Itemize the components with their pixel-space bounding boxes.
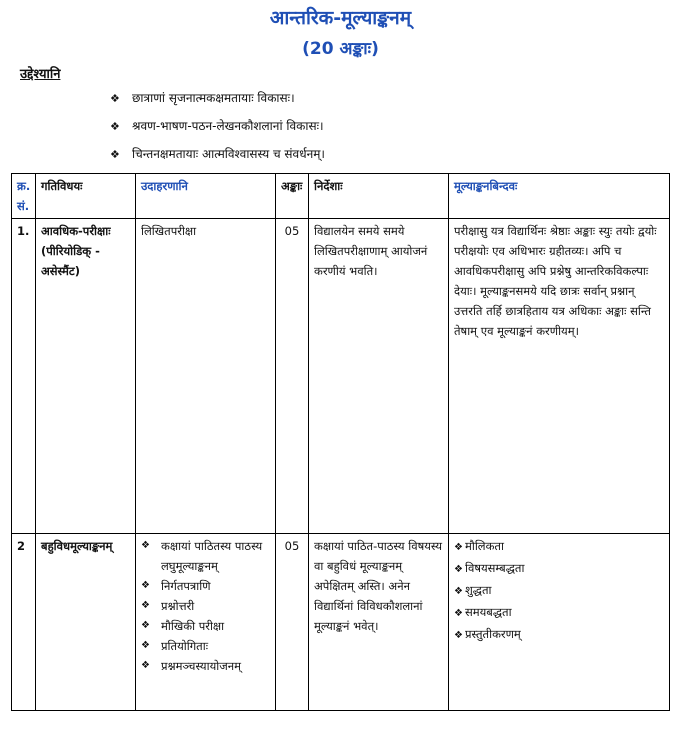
- diamond-bullet-icon: ❖: [141, 580, 150, 591]
- row-examples: [136, 534, 276, 711]
- diamond-bullet-icon: ❖: [110, 148, 120, 161]
- row-directions: विद्यालयेन समये समये लिखितपरीक्षाणाम् आयोजनं करणीयं भवति।: [309, 219, 449, 534]
- objective-item: ❖ छात्राणां सृजनात्मकक्षमतायाः विकासः।: [110, 89, 325, 117]
- table-row: [12, 219, 670, 534]
- header-points: मूल्याङ्कनबिन्दवः: [449, 174, 670, 219]
- diamond-bullet-icon: ❖: [454, 564, 463, 575]
- diamond-bullet-icon: ❖: [141, 600, 150, 611]
- table-header-row: [12, 174, 670, 219]
- row-sn: 1.: [12, 219, 36, 534]
- header-marks: अङ्काः: [276, 174, 309, 219]
- list-item: ❖ प्रश्नोत्तरी: [141, 596, 270, 616]
- header-activity: गतिविधयः: [36, 174, 136, 219]
- list-item: ❖ शुद्धता: [454, 583, 492, 597]
- header-sn: क्र. सं.: [12, 174, 36, 219]
- diamond-bullet-icon: ❖: [141, 620, 150, 631]
- row-points: परीक्षासु यत्र विद्यार्थिनः श्रेष्ठाः अङ्काः स्युः तयोः द्वयोः परीक्षयोः एव अधिभारः ग्रहीतव्यः। अपि च आवधिकपरीक्षासु अपि प्रश्नेषु आन्तरिकविकल्पाः देयाः। मूल्याङ्कनसमये यदि छात्रः सर्वान् प्रश्नान् उत्तरति तर्हि छात्रहिताय यत्र अधिकाः अङ्काः सन्ति तेषाम् एव मूल्याङ्कनं करणीयम्।: [449, 219, 670, 534]
- row-activity: बहुविधमूल्याङ्कनम्: [36, 534, 136, 711]
- row-marks: 05: [276, 534, 309, 711]
- diamond-bullet-icon: ❖: [454, 608, 463, 619]
- row-sn: 2: [12, 534, 36, 711]
- table-row: [12, 534, 670, 711]
- objectives-heading: उद्देश्यानि: [20, 67, 61, 82]
- list-item: ❖ प्रश्नमञ्चस्यायोजनम्: [141, 656, 270, 676]
- diamond-bullet-icon: ❖: [141, 640, 150, 651]
- diamond-bullet-icon: ❖: [454, 586, 463, 597]
- row-marks: 05: [276, 219, 309, 534]
- page-subtitle: (20 अङ्काः): [302, 39, 379, 59]
- diamond-bullet-icon: ❖: [141, 660, 150, 671]
- list-item: ❖ मौलिकता: [454, 539, 504, 553]
- list-item: ❖ निर्गतपत्राणि: [141, 576, 270, 596]
- objectives-list: [110, 89, 325, 173]
- diamond-bullet-icon: ❖: [110, 92, 120, 105]
- page-title: आन्तरिक-मूल्याङ्कनम्: [269, 7, 412, 29]
- list-item: ❖ विषयसम्बद्धता: [454, 561, 525, 575]
- objective-item: ❖ चिन्तनक्षमतायाः आत्मविश्वासस्य च संवर्धनम्।: [110, 145, 325, 173]
- row-examples: लिखितपरीक्षा: [136, 219, 276, 534]
- diamond-bullet-icon: ❖: [110, 120, 120, 133]
- row-points: [449, 534, 670, 711]
- list-item: ❖ प्रतियोगिताः: [141, 636, 270, 656]
- assessment-table: [11, 173, 670, 711]
- header-examples: उदाहरणानि: [136, 174, 276, 219]
- list-item: ❖ समयबद्धता: [454, 605, 512, 619]
- row-activity: आवधिक-परीक्षाः (पीरियोडिक् - असेस्मैंट): [36, 219, 136, 534]
- header-directions: निर्देशाः: [309, 174, 449, 219]
- points-list: [454, 536, 664, 646]
- diamond-bullet-icon: ❖: [454, 542, 463, 553]
- row-directions: कक्षायां पाठित-पाठस्य विषयस्य वा बहुविधं मूल्याङ्कनम् अपेक्षितम् अस्ति। अनेन विद्यार्थिनां विविधकौशलानां मूल्याङ्कनं भवेत्।: [309, 534, 449, 711]
- list-item: ❖ कक्षायां पाठितस्य पाठस्य लघुमूल्याङ्कनम्: [141, 536, 270, 576]
- examples-list: [141, 536, 270, 676]
- diamond-bullet-icon: ❖: [141, 540, 150, 551]
- objective-item: ❖ श्रवण-भाषण-पठन-लेखनकौशलानां विकासः।: [110, 117, 325, 145]
- diamond-bullet-icon: ❖: [454, 630, 463, 641]
- list-item: ❖ प्रस्तुतीकरणम्: [454, 627, 521, 641]
- list-item: ❖ मौखिकी परीक्षा: [141, 616, 270, 636]
